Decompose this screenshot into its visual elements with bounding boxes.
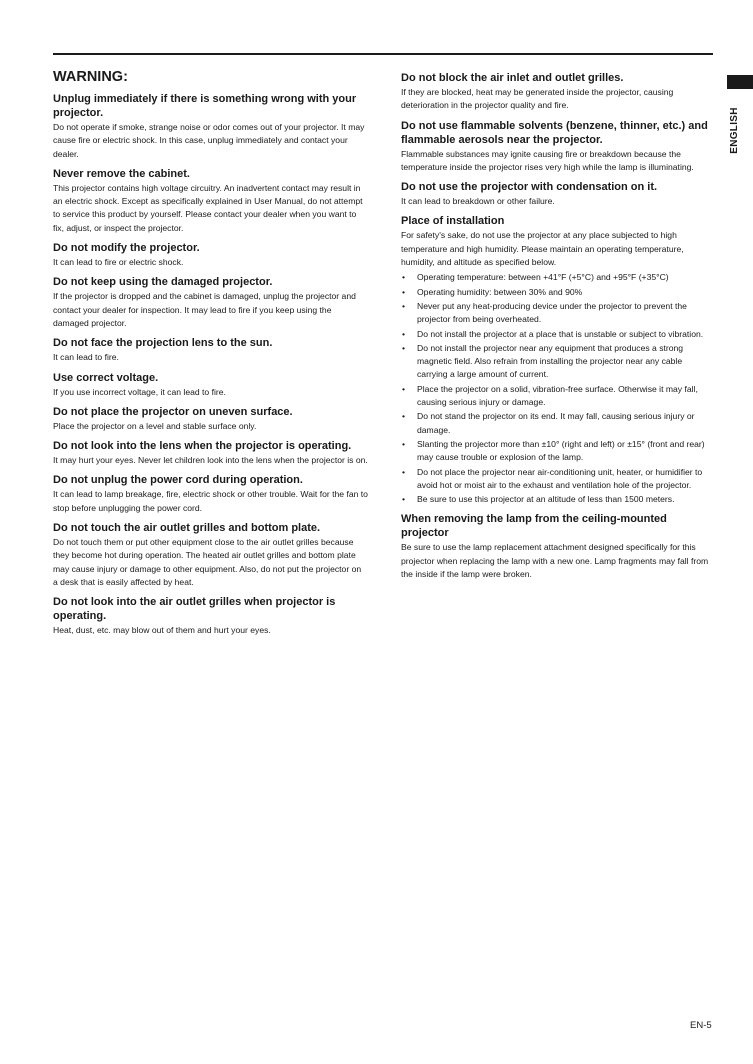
lamp-body: Be sure to use the lamp replacement attachment designed specifically for this projector when replacing the lamp with a new one. Lamp fragments may fall from the inside if the lamp were broken.: [401, 542, 709, 580]
list-item: [401, 328, 713, 341]
section-heading: Do not unplug the power cord during operation.: [53, 474, 303, 487]
section-body: It may hurt your eyes. Never let children look into the lens when the projector is on.: [53, 455, 368, 466]
bullet-icon: •: [402, 383, 406, 394]
top-rule: [53, 53, 713, 55]
section-body: It can lead to lamp breakage, fire, electric shock or other trouble. Wait for the fan to stop before unplugging the power cord.: [53, 489, 368, 513]
section-heading: Do not touch the air outlet grilles and bottom plate.: [53, 522, 321, 535]
section-body: It can lead to breakdown or other failure.: [401, 196, 555, 207]
section-body: This projector contains high voltage circuitry. An inadvertent contact may result in an electric shock. Except as specifically explained in User Manual, do not attempt to service this product by yourself. Please contact your dealer when you want to fix, adjust, or inspect the projector.: [53, 182, 363, 233]
section-heading: Do not block the air inlet and outlet grilles.: [401, 72, 624, 84]
right-column: [401, 68, 713, 581]
lamp-heading: When removing the lamp from the ceiling-mounted projector: [401, 513, 667, 540]
warning-title: WARNING:: [53, 69, 128, 85]
list-item-text: Do not install the projector at a place that is unstable or subject to vibration.: [417, 328, 704, 339]
section-heading: Do not modify the projector.: [53, 242, 200, 255]
list-item-text: Do not install the projector near any equipment that produces a strong magnetic field. Also refrain from installing the projector near any cable carrying a large amount of current.: [417, 342, 684, 380]
list-item: [401, 286, 713, 299]
list-item: [401, 300, 713, 327]
section-body: If you use incorrect voltage, it can lead to fire.: [53, 386, 226, 397]
list-item-text: Do not place the projector near air-conditioning unit, heater, or humidifier to avoid hot or moist air to the exhaust and ventilation hole of the projector.: [417, 466, 703, 490]
list-item-text: Be sure to use this projector at an altitude of less than 1500 meters.: [417, 494, 675, 505]
installation-heading: Place of installation: [401, 215, 505, 228]
section-body: Place the projector on a level and stable surface only.: [53, 420, 257, 431]
section-body: If they are blocked, heat may be generated inside the projector, causing deterioration in the projector quality and fire.: [401, 87, 674, 111]
bullet-icon: •: [402, 300, 406, 311]
language-tab-marker: [727, 75, 753, 89]
bullet-icon: •: [402, 328, 406, 339]
section-heading: Do not keep using the damaged projector.: [53, 276, 273, 289]
list-item: [401, 438, 713, 465]
section-body: It can lead to fire or electric shock.: [53, 257, 184, 268]
section-heading: Do not look into the air outlet grilles when projector is operating.: [53, 596, 336, 623]
section-heading: Unplug immediately if there is something wrong with your projector.: [53, 93, 357, 119]
bullet-icon: •: [402, 438, 406, 449]
bullet-icon: •: [402, 342, 406, 353]
section-heading: Use correct voltage.: [53, 371, 159, 384]
list-item: [401, 493, 713, 506]
list-item-text: Do not stand the projector on its end. It may fall, causing serious injury or damage.: [417, 411, 695, 435]
bullet-icon: •: [402, 286, 406, 297]
bullet-icon: •: [402, 466, 406, 477]
section-heading: Do not use flammable solvents (benzene, thinner, etc.) and flammable aerosols near the projector.: [401, 119, 708, 146]
list-item-text: Place the projector on a solid, vibration-free surface. Otherwise it may fall, causing serious injury or damage.: [417, 383, 698, 408]
section-heading: Do not place the projector on uneven surface.: [53, 405, 293, 418]
list-item: [401, 342, 713, 382]
section-heading: Do not use the projector with condensation on it.: [401, 181, 658, 194]
list-item-text: Slanting the projector more than ±10° (right and left) or ±15° (front and rear) may cause trouble or explosion of the lamp.: [417, 438, 705, 463]
list-item: [401, 410, 713, 437]
section-body: Do not touch them or put other equipment close to the air outlet grilles because they become hot during operation. The heated air outlet grilles and bottom plate may cause injury or damage to other equipment. Also, do not put the projector on a desk that is easily affected by heat.: [53, 537, 362, 587]
page-number: EN-5: [690, 1020, 712, 1031]
section-heading: Do not face the projection lens to the sun.: [53, 337, 273, 350]
list-item: [401, 271, 713, 284]
bullet-icon: •: [402, 411, 406, 422]
list-item: [401, 466, 713, 493]
list-item-text: Never put any heat-producing device under the projector to prevent the projector from being overheated.: [417, 300, 687, 325]
language-tab-label: ENGLISH: [728, 106, 740, 154]
list-item-text: Operating temperature: between +41°F (+5°C) and +95°F (+35°C): [417, 272, 669, 283]
section-heading: Do not look into the lens when the projector is operating.: [53, 440, 352, 453]
list-item: [401, 383, 713, 410]
section-body: Do not operate if smoke, strange noise or odor comes out of your projector. It may cause fire or electric shock. In this case, unplug immediately and contact your dealer.: [53, 122, 365, 159]
section-body: If the projector is dropped and the cabinet is damaged, unplug the projector and contact your dealer for inspection. It may lead to fire if you keep using the damaged projector.: [53, 291, 356, 328]
installation-body: For safety's sake, do not use the projector at any place subjected to high temperature and high humidity. Please maintain an operating temperature, humidity, and altitude as specified below.: [401, 230, 684, 268]
section-body: It can lead to fire.: [53, 352, 119, 363]
section-body: Heat, dust, etc. may blow out of them and hurt your eyes.: [53, 625, 271, 636]
bullet-icon: •: [402, 494, 406, 505]
section-heading: Never remove the cabinet.: [53, 167, 190, 180]
installation-bullet-list: [401, 271, 713, 506]
left-column: [53, 68, 368, 638]
bullet-icon: •: [402, 272, 406, 283]
section-body: Flammable substances may ignite causing fire or breakdown because the temperature inside the projector rises very high while the lamp is illuminating.: [401, 148, 694, 172]
list-item-text: Operating humidity: between 30% and 90%: [417, 286, 583, 297]
language-tab: [722, 100, 746, 160]
